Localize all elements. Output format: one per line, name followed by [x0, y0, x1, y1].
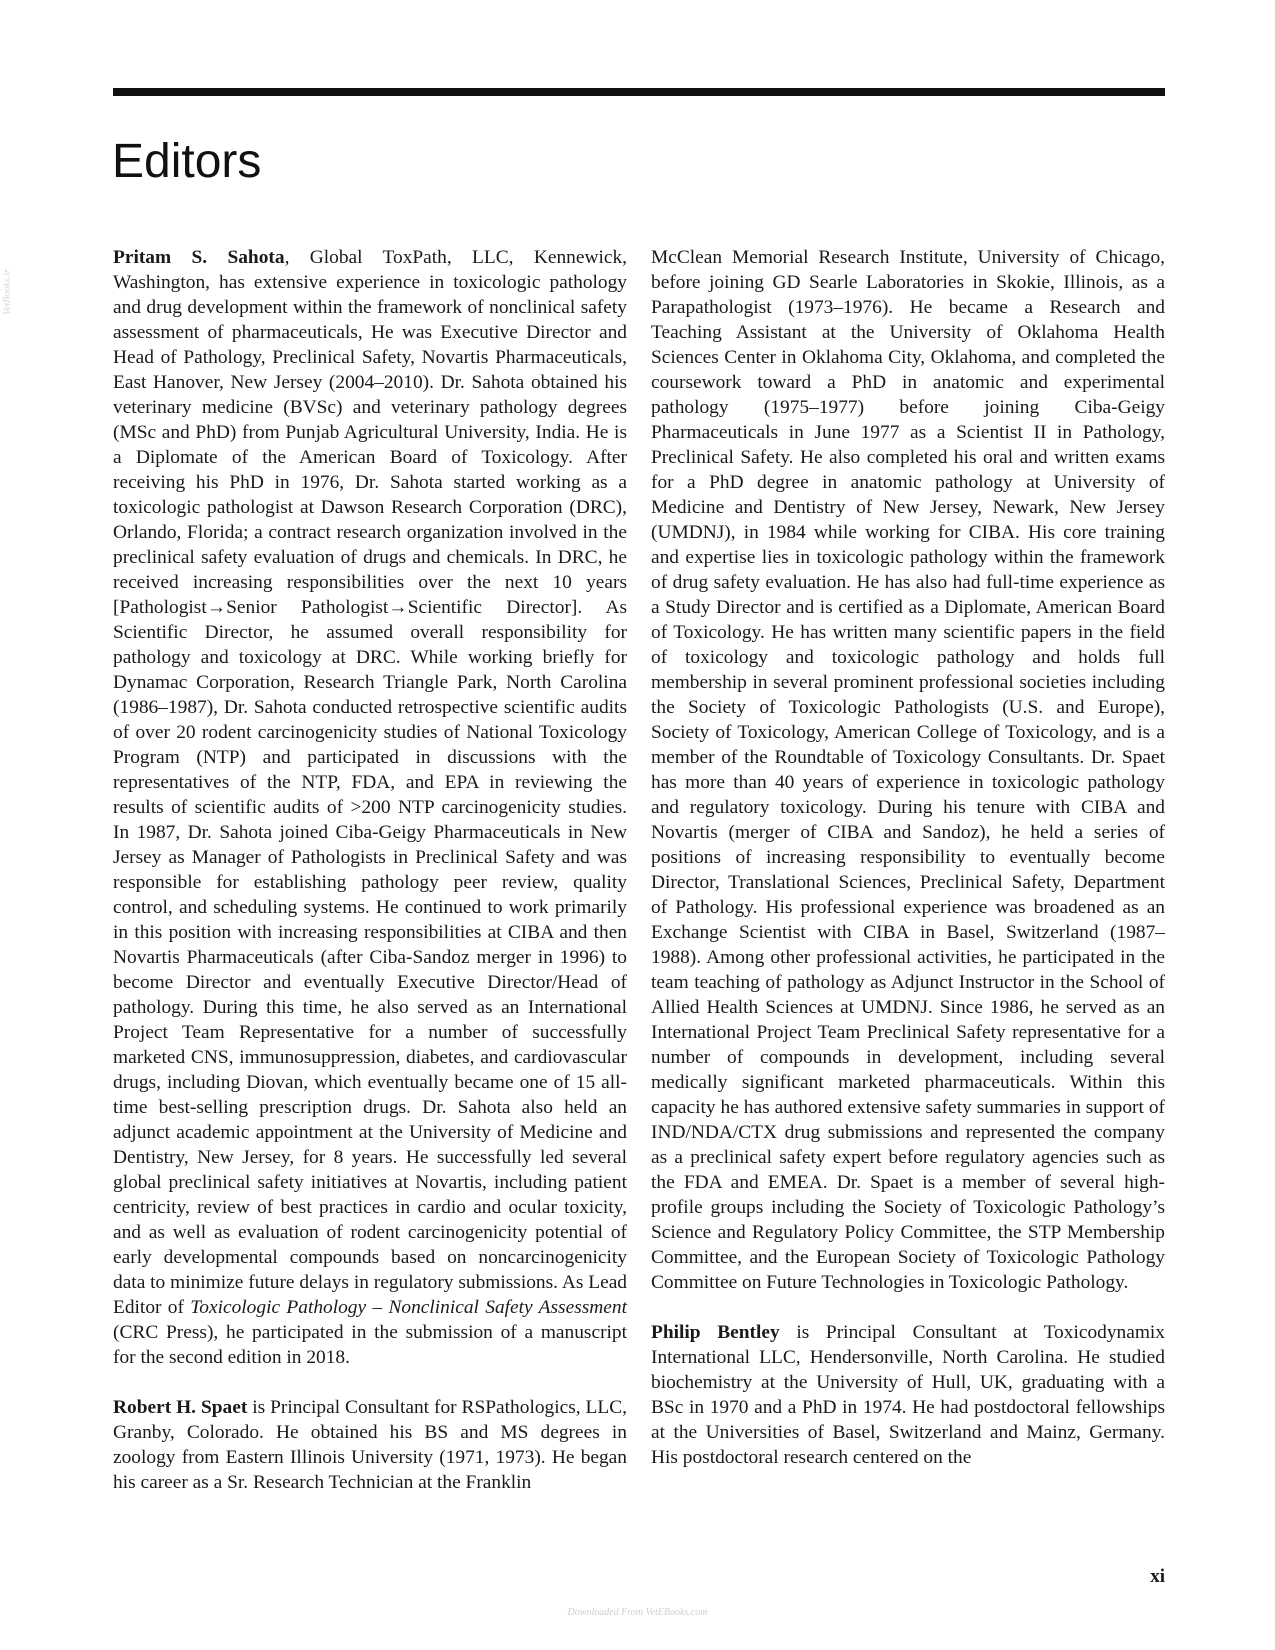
- bio-spaet-continued: [651, 245, 1165, 1295]
- bio-sahota: [113, 245, 627, 1370]
- side-watermark: VetBooks.ir: [2, 269, 13, 315]
- bio-spaet: [113, 1395, 627, 1495]
- editor-name: Robert H. Spaet: [113, 1397, 248, 1418]
- bio-text: , Global ToxPath, LLC, Kennewick, Washington, has extensive experience in toxicologic pathology and drug development within the framework of nonclinical safety assessment of pharmaceuticals, He was Executive Director and Head of Pathology, Preclinical Safety, Novartis Pharmaceuticals, East Hanover, New Jersey (2004–2010). Dr. Sahota obtained his veterinary medicine (BVSc) and veterinary pathology degrees (MSc and PhD) from Punjab Agricultural University, India. He is a Diplomate of the American Board of Toxicology. After receiving his PhD in 1976, Dr. Sahota started working as a toxicologic pathologist at Dawson Research Corporation (DRC), Orlando, Florida; a contract research organization involved in the preclinical safety evaluation of drugs and chemicals. In DRC, he received increasing responsibilities over the next 10 years [Pathologist→Senior Pathologist→Scientific Director]. As Scientific Director, he assumed overall responsibility for pathology and toxicology at DRC. While working briefly for Dynamac Corporation, Research Triangle Park, North Carolina (1986–1987), Dr. Sahota conducted retrospective scientific audits of over 20 rodent carcinogenicity studies of National Toxicology Program (NTP) and participated in discussions with the representatives of the NTP, FDA, and EPA in reviewing the results of scientific audits of >200 NTP carcinogenicity studies. In 1987, Dr. Sahota joined Ciba-Geigy Pharmaceuticals in New Jersey as Manager of Pathologists in Preclinical Safety and was responsible for establishing pathology peer review, quality control, and scheduling systems. He continued to work primarily in this position with increasing responsibilities at CIBA and then Novartis Pharmaceuticals (after Ciba-Sandoz merger in 1996) to become Director and eventually Executive Director/Head of pathology. During this time, he also served as an International Project Team Representative for a number of successfully marketed CNS, immunosuppression, diabetes, and cardiovascular drugs, including Diovan, which eventually became one of 15 all-time best-selling prescription drugs. Dr. Sahota also held an adjunct academic appointment at the University of Medicine and Dentistry, New Jersey, for 8 years. He successfully led several global preclinical safety initiatives at Novartis, including patient centricity, review of best practices in cardio and ocular toxicity, and as well as evaluation of rodent carcinogenicity potential of early developmental compounds based on noncarcinogenicity data to minimize future delays in regulatory submissions. As Lead Editor of: [113, 247, 627, 1318]
- bio-bentley: [651, 1320, 1165, 1470]
- page-number: xi: [1150, 1566, 1165, 1587]
- bio-text: is Principal Consultant at Toxicodynamix International LLC, Hendersonville, North Carolina. He studied biochemistry at the University of Hull, UK, graduating with a BSc in 1970 and a PhD in 1974. He had postdoctoral fellowships at the Universities of Basel, Switzerland and Mainz, Germany. His postdoctoral research centered on the: [651, 1322, 1165, 1468]
- top-rule: [113, 88, 1165, 96]
- editor-name: Pritam S. Sahota: [113, 247, 285, 268]
- right-column: [651, 245, 1165, 1470]
- bio-text: is Principal Consultant for RSPathologics, LLC, Granby, Colorado. He obtained his BS and MS degrees in zoology from Eastern Illinois University (1971, 1973). He began his career as a Sr. Research Technician at the Franklin: [113, 1397, 628, 1493]
- left-column: [113, 245, 627, 1495]
- editor-name: Philip Bentley: [651, 1322, 780, 1343]
- bio-text-end: (CRC Press), he participated in the submission of a manuscript for the second edition in 2018.: [113, 1322, 627, 1368]
- bio-text: McClean Memorial Research Institute, University of Chicago, before joining GD Searle Laboratories in Skokie, Illinois, as a Parapathologist (1973–1976). He became a Research and Teaching Assistant at the University of Oklahoma Health Sciences Center in Oklahoma City, Oklahoma, and completed the coursework toward a PhD in anatomic and experimental pathology (1975–1977) before joining Ciba-Geigy Pharmaceuticals in June 1977 as a Scientist II in Pathology, Preclinical Safety. He also completed his oral and written exams for a PhD degree in anatomic pathology at University of Medicine and Dentistry of New Jersey, Newark, New Jersey (UMDNJ), in 1984 while working for CIBA. His core training and expertise lies in toxicologic pathology within the framework of drug safety evaluation. He has also had full-time experience as a Study Director and is certified as a Diplomate, American Board of Toxicology. He has written many scientific papers in the field of toxicology and toxicologic pathology and holds full membership in several prominent professional societies including the Society of Toxicologic Pathologists (U.S. and Europe), Society of Toxicology, American College of Toxicology, and is a member of the Roundtable of Toxicology Consultants. Dr. Spaet has more than 40 years of experience in toxicologic pathology and regulatory toxicology. During his tenure with CIBA and Novartis (merger of CIBA and Sandoz), he held a series of positions of increasing responsibility to eventually become Director, Translational Sciences, Preclinical Safety, Department of Pathology. His professional experience was broadened as an Exchange Scientist with CIBA in Basel, Switzerland (1987–1988). Among other professional activities, he participated in the team teaching of pathology as Adjunct Instructor in the School of Allied Health Sciences at UMDNJ. Since 1986, he served as an International Project Team Preclinical Safety representative for a number of compounds in development, including several medically significant marketed pharmaceuticals. Within this capacity he has authored extensive safety summaries in support of IND/NDA/CTX drug submissions and represented the company as a preclinical safety expert before regulatory agencies such as the FDA and EMEA. Dr. Spaet is a member of several high-profile groups including the Society of Toxicologic Pathology’s Science and Regulatory Policy Committee, the STP Membership Committee, and the European Society of Toxicologic Pathology Committee on Future Technologies in Toxicologic Pathology.: [651, 247, 1165, 1293]
- footer-watermark: Downloaded From VetEBooks.com: [567, 1607, 708, 1618]
- page-title: Editors: [112, 135, 262, 188]
- book-title: Toxicologic Pathology – Nonclinical Safety Assessment: [190, 1297, 627, 1318]
